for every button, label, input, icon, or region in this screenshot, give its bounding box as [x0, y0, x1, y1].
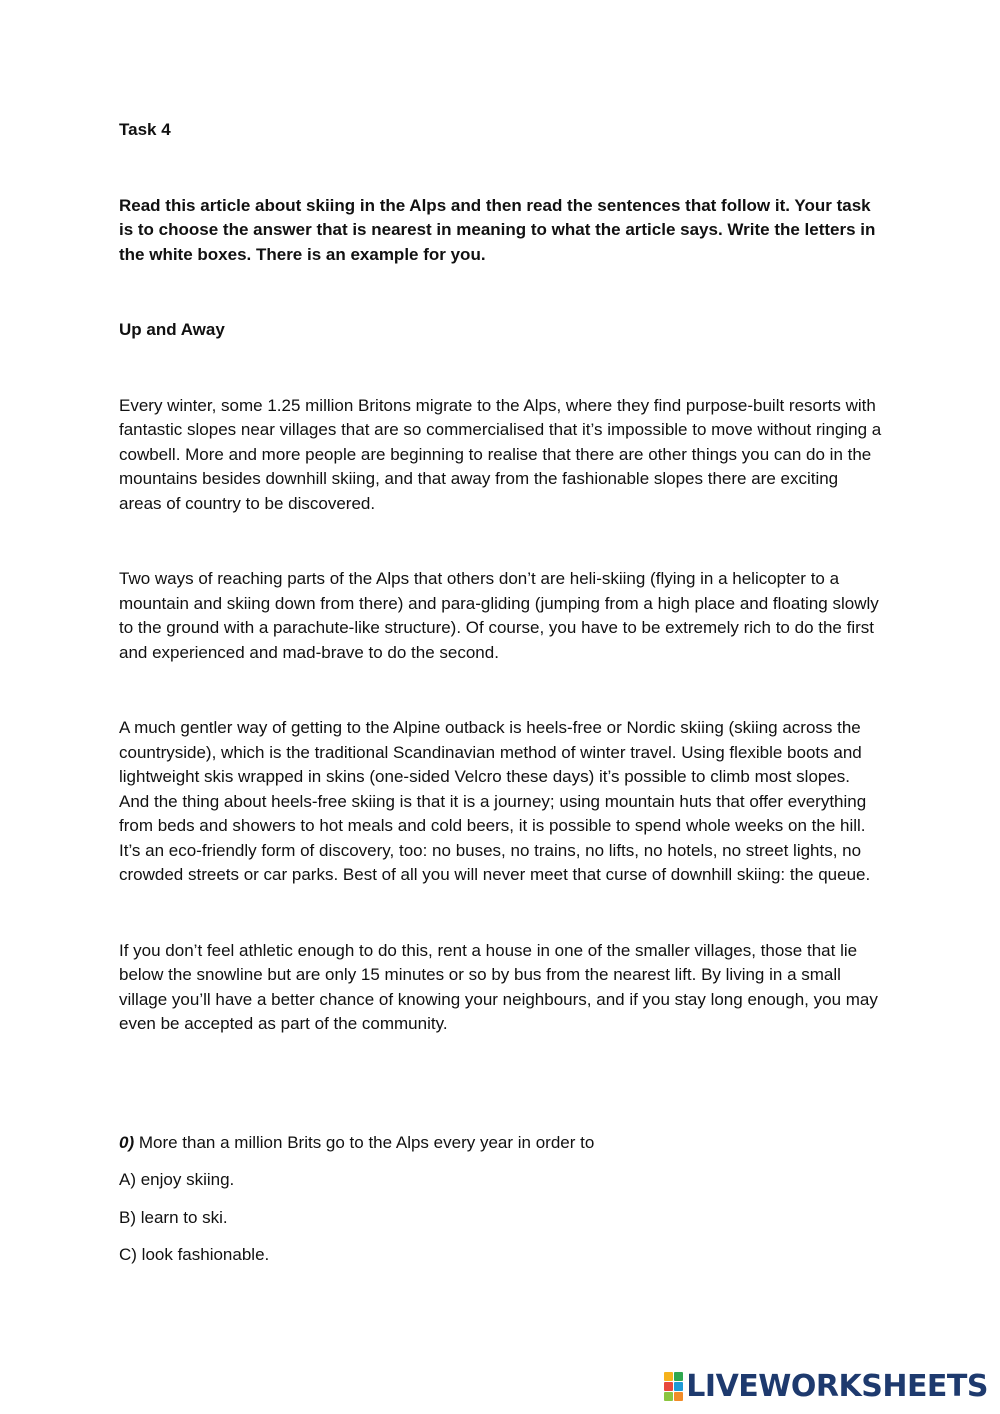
question-stem: More than a million Brits go to the Alps every year in order to	[134, 1132, 595, 1152]
logo-square	[664, 1392, 673, 1401]
article-title: Up and Away	[119, 320, 225, 339]
question-number: 0)	[119, 1132, 135, 1152]
logo-square	[674, 1382, 683, 1391]
question-0	[119, 1131, 884, 1156]
article-paragraph-2: Two ways of reaching parts of the Alps that others don’t are heli-skiing (flying in a helicopter to a mountain and skiing down from there) and para-gliding (jumping from a high place and floating slowly to the ground with a parachute-like structure). Of course, you have to be extremely rich to do the first and experienced and mad-brave to do the second.	[119, 569, 879, 662]
article-paragraph-1: Every winter, some 1.25 million Britons migrate to the Alps, where they find purpose-built resorts with fantastic slopes near villages that are so commercialised that it’s impossible to move without ringing a cowbell. More and more people are beginning to realise that there are other things you can do in the mountains besides downhill skiing, and that away from the fashionable slopes there are exciting areas of country to be discovered.	[119, 395, 882, 513]
logo-text: LIVEWORKSHEETS	[686, 1368, 988, 1404]
answer-option-a: A) enjoy skiing.	[119, 1170, 235, 1189]
worksheet-content	[119, 118, 884, 1268]
task-instructions: Read this article about skiing in the Alps and then read the sentences that follow it. Your task is to choose the answer that is nearest in meaning to what the article says. Write the letters in the white boxes. There is an example for you.	[119, 195, 876, 264]
liveworksheets-logo-icon	[664, 1372, 683, 1401]
answer-option-b: B) learn to ski.	[119, 1207, 228, 1227]
answer-option-c: C) look fashionable.	[119, 1245, 270, 1264]
article-paragraph-4: If you don’t feel athletic enough to do this, rent a house in one of the smaller villages, those that lie below the snowline but are only 15 minutes or so by bus from the nearest lift. By living in a small village you’ll have a better chance of knowing your neighbours, and if you stay long enough, you may even be accepted as part of the community.	[119, 940, 878, 1033]
logo-square	[674, 1372, 683, 1381]
liveworksheets-logo	[664, 1366, 988, 1406]
task-title: Task 4	[119, 120, 171, 139]
logo-square	[664, 1382, 673, 1391]
article-paragraph-3: A much gentler way of getting to the Alpine outback is heels-free or Nordic skiing (skiing across the countryside), which is the traditional Scandinavian method of winter travel. Using flexible boots and lightweight skis wrapped in skins (one-sided Velcro these days) it’s possible to climb most slopes. And the thing about heels-free skiing is that it is a journey; using mountain huts that offer everything from beds and showers to hot meals and cold beers, it is possible to spend whole weeks on the hill. It’s an eco-friendly form of discovery, too: no buses, no trains, no lifts, no hotels, no street lights, no crowded streets or car parks. Best of all you will never meet that curse of downhill skiing: the queue.	[119, 718, 871, 884]
logo-square	[664, 1372, 673, 1381]
logo-square	[674, 1392, 683, 1401]
